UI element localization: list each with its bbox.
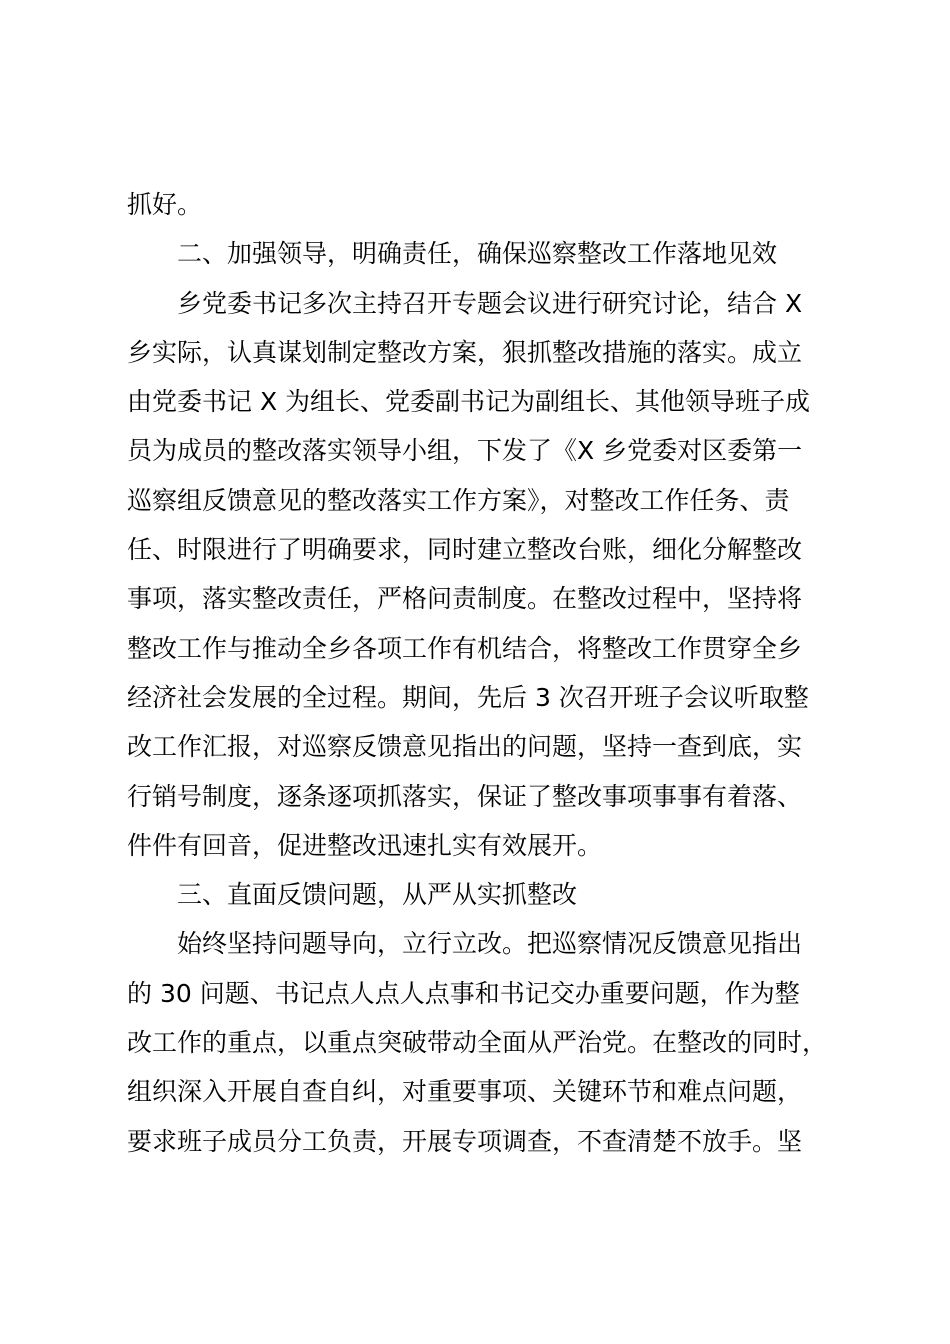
text-line: 员为成员的整改落实领导小组，下发了《X 乡党委对区委第一 xyxy=(127,436,803,466)
text-line: 乡实际，认真谋划制定整改方案，狠抓整改措施的落实。成立 xyxy=(127,337,803,367)
paragraph-start-line: 始终坚持问题导向，立行立改。把巡察情况反馈意见指出 xyxy=(177,929,803,959)
text-line: 件件有回音，促进整改迅速扎实有效展开。 xyxy=(127,830,603,860)
section-heading: 三、直面反馈问题，从严从实抓整改 xyxy=(177,880,578,910)
text-line: 抓好。 xyxy=(127,190,203,219)
text-line: 事项，落实整改责任，严格问责制度。在整改过程中，坚持将 xyxy=(127,584,803,614)
text-line: 改工作的重点，以重点突破带动全面从严治党。在整改的同时， xyxy=(127,1028,828,1058)
text-line: 改工作汇报，对巡察反馈意见指出的问题，坚持一查到底，实 xyxy=(127,732,803,762)
text-line: 整改工作与推动全乡各项工作有机结合，将整改工作贯穿全乡 xyxy=(127,633,803,663)
paragraph-start-line: 乡党委书记多次主持召开专题会议进行研究讨论，结合 X xyxy=(177,288,803,318)
document-body xyxy=(127,180,827,1166)
text-line: 经济社会发展的全过程。期间，先后 3 次召开班子会议听取整 xyxy=(127,682,809,712)
text-line: 的 30 问题、书记点人点人点事和书记交办重要问题，作为整 xyxy=(127,978,800,1008)
text-line: 行销号制度，逐条逐项抓落实，保证了整改事项事事有着落、 xyxy=(127,781,803,811)
text-line: 巡察组反馈意见的整改落实工作方案》，对整改工作任务、责 xyxy=(127,485,790,515)
text-line: 组织深入开展自查自纠，对重要事项、关键环节和难点问题， xyxy=(127,1077,803,1107)
text-line: 任、时限进行了明确要求，同时建立整改台账，细化分解整改 xyxy=(127,535,803,565)
section-heading: 二、加强领导，明确责任，确保巡察整改工作落地见效 xyxy=(177,239,778,269)
text-line: 要求班子成员分工负责，开展专项调查，不查清楚不放手。坚 xyxy=(127,1126,803,1156)
text-line: 由党委书记 X 为组长、党委副书记为副组长、其他领导班子成 xyxy=(127,387,811,417)
